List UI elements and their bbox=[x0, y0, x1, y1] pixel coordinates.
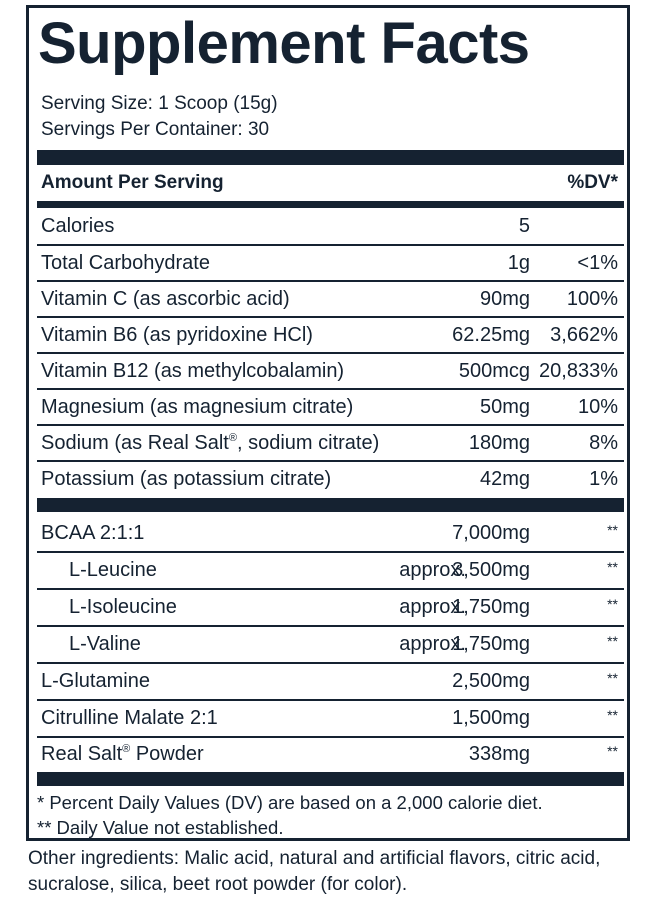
nutrient-row bbox=[37, 353, 624, 389]
ingredient-name: L-Leucine bbox=[69, 559, 157, 581]
ingredient-amount: 2,500mg bbox=[452, 670, 530, 692]
nutrient-row bbox=[37, 208, 624, 244]
ingredient-dv: ** bbox=[607, 743, 618, 759]
ingredient-dv: ** bbox=[607, 559, 618, 575]
nutrient-name: Magnesium (as magnesium citrate) bbox=[41, 396, 354, 418]
ingredient-dv: ** bbox=[607, 596, 618, 612]
ingredient-amount: 7,000mg bbox=[452, 522, 530, 544]
nutrient-name: Vitamin B12 (as methylcobalamin) bbox=[41, 360, 345, 382]
nutrient-dv: <1% bbox=[577, 252, 618, 274]
ingredient-amount: 1,500mg bbox=[452, 707, 530, 729]
thick-divider bbox=[37, 150, 624, 165]
nutrient-amount: 180mg bbox=[468, 432, 530, 454]
ingredient-amount: 1,750mg bbox=[452, 633, 530, 655]
nutrient-row bbox=[37, 389, 624, 425]
supplement-facts-panel bbox=[26, 5, 630, 841]
ingredient-name: BCAA 2:1:1 bbox=[41, 522, 145, 544]
nutrient-name: Potassium (as potassium citrate) bbox=[41, 468, 332, 490]
amount-per-serving-label: Amount Per Serving bbox=[41, 172, 224, 193]
nutrient-dv: 20,833% bbox=[539, 360, 618, 382]
nutrient-row bbox=[37, 281, 624, 317]
nutrient-amount: 42mg bbox=[479, 468, 530, 490]
thick-divider bbox=[37, 498, 624, 512]
blend-row bbox=[37, 700, 624, 736]
serving-size: Serving Size: 1 Scoop (15g) bbox=[41, 93, 278, 114]
ingredient-amount: 338mg bbox=[468, 743, 530, 765]
blend-row bbox=[37, 663, 624, 699]
blend-row bbox=[37, 626, 624, 662]
nutrient-dv: 10% bbox=[577, 396, 618, 418]
dv-footnote: * Percent Daily Values (DV) are based on a 2,000 calorie diet. bbox=[37, 792, 543, 813]
nutrient-amount: 5 bbox=[518, 215, 530, 237]
ingredient-dv: ** bbox=[607, 633, 618, 649]
nutrient-name: Total Carbohydrate bbox=[41, 252, 210, 274]
blend-row bbox=[37, 552, 624, 588]
nutrient-row bbox=[37, 425, 624, 461]
blend-row bbox=[37, 589, 624, 625]
ingredient-amount: 3,500mg bbox=[452, 559, 530, 581]
ingredient-name: Real Salt® Powder bbox=[41, 743, 204, 765]
ingredient-amount: 1,750mg bbox=[452, 596, 530, 618]
servings-per-container: Servings Per Container: 30 bbox=[41, 119, 270, 140]
ingredient-name: Citrulline Malate 2:1 bbox=[41, 707, 218, 729]
approx-label: approx. bbox=[399, 559, 466, 581]
nutrient-amount: 90mg bbox=[479, 288, 530, 310]
nutrient-dv: 100% bbox=[566, 288, 618, 310]
medium-divider bbox=[37, 201, 624, 208]
nutrient-name: Sodium (as Real Salt®, sodium citrate) bbox=[41, 432, 380, 454]
approx-label: approx. bbox=[399, 633, 466, 655]
thick-divider bbox=[37, 772, 624, 786]
blend-row bbox=[37, 515, 624, 551]
nutrient-row bbox=[37, 245, 624, 281]
nutrient-amount: 50mg bbox=[479, 396, 530, 418]
ingredient-name: L-Valine bbox=[69, 633, 141, 655]
nutrient-name: Vitamin C (as ascorbic acid) bbox=[41, 288, 290, 310]
other-ingredients: Other ingredients: Malic acid, natural and artificial flavors, citric acid, sucralose, silica, beet root powder (for color). bbox=[28, 848, 601, 895]
ingredient-dv: ** bbox=[607, 670, 618, 686]
ingredient-name: L-Glutamine bbox=[41, 670, 150, 692]
nutrient-dv: 3,662% bbox=[550, 324, 618, 346]
nutrient-amount: 500mcg bbox=[458, 360, 530, 382]
not-established-footnote: ** Daily Value not established. bbox=[37, 817, 284, 838]
nutrient-dv: 1% bbox=[589, 468, 618, 490]
nutrient-name: Calories bbox=[41, 215, 115, 237]
approx-label: approx. bbox=[399, 596, 466, 618]
nutrient-amount: 62.25mg bbox=[452, 324, 530, 346]
nutrient-name: Vitamin B6 (as pyridoxine HCl) bbox=[41, 324, 313, 346]
ingredient-name: L-Isoleucine bbox=[69, 596, 177, 618]
dv-header-label: %DV* bbox=[567, 172, 618, 193]
blend-row bbox=[37, 736, 624, 772]
nutrient-row bbox=[37, 317, 624, 353]
ingredient-dv: ** bbox=[607, 707, 618, 723]
nutrient-dv: 8% bbox=[589, 432, 618, 454]
panel-title: Supplement Facts bbox=[38, 11, 530, 76]
ingredient-dv: ** bbox=[607, 522, 618, 538]
nutrient-amount: 1g bbox=[507, 252, 530, 274]
nutrient-row bbox=[37, 461, 624, 497]
amount-header-row bbox=[37, 165, 624, 201]
